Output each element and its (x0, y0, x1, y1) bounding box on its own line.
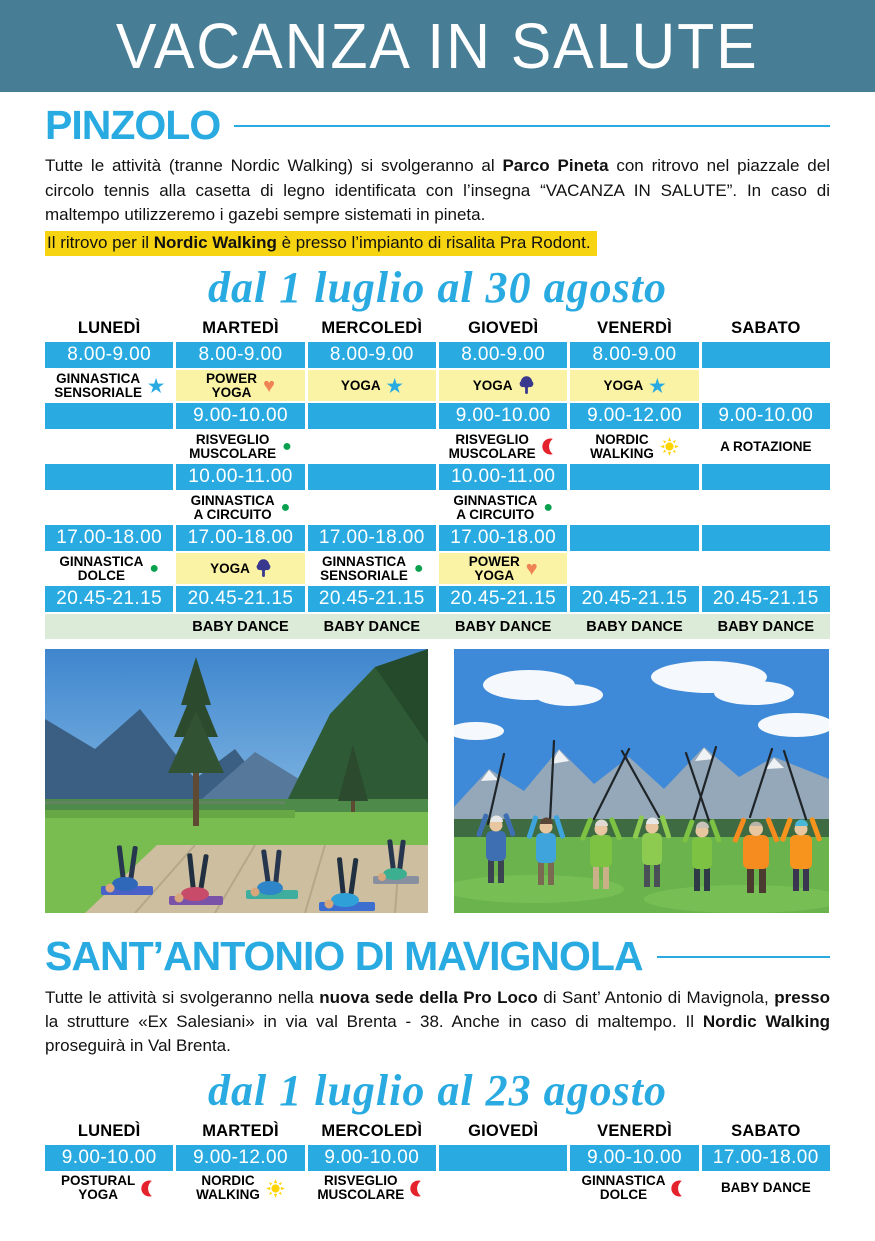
schedule-cell (176, 614, 304, 639)
mavignola-heading-row (45, 935, 830, 978)
bold-text: Parco Pineta (502, 156, 609, 176)
circle-icon: ● (280, 498, 291, 516)
cell-text: GINNASTICA A CIRCUITO (453, 492, 538, 522)
circle-icon: ● (413, 559, 424, 577)
bold-text: Nordic Walking (153, 233, 277, 253)
schedule-cell (570, 614, 698, 639)
schedule-cell (45, 370, 173, 401)
tree-icon (519, 376, 534, 395)
circle-icon: ● (282, 437, 292, 455)
schedule-cell (45, 1173, 173, 1204)
photo-nordic-walkers (454, 649, 829, 913)
schedule-cell (45, 464, 173, 490)
cell-text: POSTURAL YOGA (61, 1173, 136, 1203)
schedule-cell (308, 342, 436, 368)
bold-text: Nordic Walking (702, 1011, 830, 1031)
circle-icon: ● (543, 498, 553, 516)
day-header-row (45, 318, 830, 339)
cell-text: BABY DANCE (454, 618, 552, 635)
schedule-cell (570, 342, 698, 368)
cell-text: 17.00-18.00 (187, 527, 294, 549)
mavignola-intro (45, 986, 830, 1059)
schedule-cell (45, 586, 173, 612)
day-header: MARTEDÌ (202, 1121, 279, 1140)
schedule-cell (308, 464, 436, 490)
cell-text: RISVEGLIO MUSCOLARE (317, 1173, 405, 1203)
schedule-cell (176, 1145, 304, 1171)
circle-icon: ● (149, 559, 159, 577)
schedule-cell (702, 553, 830, 584)
schedule-row-footer (45, 614, 830, 639)
day-header: MARTEDÌ (202, 319, 279, 338)
cell-text: NORDIC WALKING (196, 1173, 260, 1203)
cell-text: YOGA (340, 377, 381, 393)
mavignola-title: SANT’ANTONIO DI MAVIGNOLA (45, 933, 643, 980)
schedule-cell (439, 1145, 567, 1171)
cell-text: 8.00-9.00 (198, 344, 283, 366)
cell-text: RISVEGLIO MUSCOLARE (189, 431, 277, 461)
day-header-row (45, 1121, 830, 1142)
schedule-cell (439, 370, 567, 401)
schedule-cell (176, 370, 304, 401)
text: di Sant’ Antonio di Mavignola, (537, 987, 775, 1007)
cell-text: NORDIC WALKING (590, 431, 654, 461)
schedule-cell (570, 403, 698, 429)
schedule-cell (439, 586, 567, 612)
cell-text: BABY DANCE (586, 618, 683, 635)
cell-text: 17.00-18.00 (712, 1146, 819, 1168)
bold-text: nuova sede della Pro Loco (319, 987, 538, 1007)
moon-icon (671, 1180, 687, 1197)
schedule-cell (45, 1145, 173, 1171)
cell-text: 20.45-21.15 (712, 588, 819, 610)
cell-text: 9.00-10.00 (193, 405, 288, 427)
schedule-cell (176, 403, 304, 429)
heart-icon: ♥ (525, 557, 538, 580)
day-header: VENERDÌ (597, 1121, 672, 1140)
schedule-cell (45, 403, 173, 429)
schedule-cell (570, 431, 698, 462)
schedule-cell (45, 431, 173, 462)
cell-text: BABY DANCE (323, 618, 421, 635)
schedule-cell (439, 525, 567, 551)
mavignola-period: dal 1 luglio al 23 agosto (208, 1065, 667, 1115)
schedule-cell (702, 403, 830, 429)
tree-icon (256, 559, 271, 578)
schedule-row-activity (45, 492, 830, 523)
schedule-cell (308, 403, 436, 429)
schedule-row-time (45, 464, 830, 490)
schedule-cell (45, 614, 173, 639)
schedule-row-time (45, 525, 830, 551)
schedule-cell (570, 370, 698, 401)
day-header: GIOVEDÌ (468, 319, 539, 338)
schedule-cell (308, 614, 436, 639)
cell-text: POWER YOGA (468, 553, 520, 583)
schedule-cell (308, 1145, 436, 1171)
day-header: SABATO (731, 1121, 801, 1140)
text: proseguirà in Val Brenta. (45, 1036, 231, 1056)
pinzolo-schedule-table (45, 318, 830, 639)
schedule-cell (176, 586, 304, 612)
cell-text: 20.45-21.15 (581, 588, 688, 610)
heading-rule (657, 956, 830, 958)
schedule-row-time (45, 403, 830, 429)
cell-text: 10.00-11.00 (188, 466, 293, 488)
text: la strutture «Ex Salesiani» in via val Brenta - 38. Anche in caso di maltempo. Il (45, 1011, 703, 1031)
star-icon: ★ (649, 375, 666, 396)
cell-text: YOGA (472, 377, 513, 393)
sun-icon (660, 437, 679, 456)
cell-text: GINNASTICA A CIRCUITO (190, 492, 275, 522)
sun-icon (266, 1179, 285, 1198)
cell-text: 17.00-18.00 (318, 527, 425, 549)
schedule-cell (439, 553, 567, 584)
schedule-cell (702, 370, 830, 401)
text: Tutte le attività (tranne Nordic Walking) si svolgeranno al (45, 156, 503, 176)
cell-text: RISVEGLIO MUSCOLARE (448, 431, 536, 461)
schedule-cell (308, 1173, 436, 1204)
schedule-cell (439, 1173, 567, 1204)
schedule-cell (45, 525, 173, 551)
cell-text: 9.00-12.00 (587, 405, 682, 427)
day-header: MERCOLEDÌ (321, 319, 423, 338)
schedule-cell (439, 342, 567, 368)
day-header: GIOVEDÌ (468, 1121, 539, 1140)
schedule-row-time (45, 342, 830, 368)
photos-row (45, 649, 830, 913)
schedule-cell (702, 1173, 830, 1204)
header-banner (0, 0, 875, 92)
cell-text: GINNASTICA SENSORIALE (320, 553, 408, 583)
schedule-cell (702, 614, 830, 639)
cell-text: 9.00-10.00 (61, 1146, 157, 1168)
cell-text: 20.45-21.15 (187, 588, 294, 610)
cell-text: 17.00-18.00 (450, 527, 557, 549)
cell-text: 9.00-10.00 (718, 405, 814, 427)
schedule-cell (439, 403, 567, 429)
schedule-cell (439, 464, 567, 490)
schedule-cell (570, 492, 698, 523)
schedule-row-time (45, 586, 830, 612)
poster-title: VACANZA IN SALUTE (116, 10, 759, 82)
pinzolo-title: PINZOLO (45, 102, 221, 148)
schedule-cell (702, 492, 830, 523)
schedule-cell (45, 492, 173, 523)
cell-text: YOGA (603, 377, 644, 393)
cell-text: 20.45-21.15 (56, 588, 163, 610)
heart-icon: ♥ (263, 374, 275, 397)
text: con ritrovo nel piazzale del circolo tennis alla casetta di legno identificata con l’insegna “VACANZA IN SALUTE”. In caso di maltempo utilizzeremo i gazebi sempre sistemati in pineta. (45, 156, 830, 224)
cell-text: BABY DANCE (192, 618, 289, 635)
cell-text: GINNASTICA SENSORIALE (54, 370, 142, 400)
schedule-cell (308, 553, 436, 584)
schedule-cell (176, 1173, 304, 1204)
cell-text: GINNASTICA DOLCE (581, 1173, 666, 1203)
schedule-cell (308, 492, 436, 523)
moon-icon (410, 1180, 426, 1197)
cell-text: YOGA (210, 560, 250, 576)
heading-rule (234, 125, 830, 127)
schedule-cell (308, 586, 436, 612)
cell-text: 9.00-10.00 (455, 405, 551, 427)
schedule-cell (570, 586, 698, 612)
text: Il ritrovo per il (47, 233, 154, 253)
schedule-cell (570, 525, 698, 551)
pinzolo-intro (45, 154, 830, 227)
schedule-cell (176, 492, 304, 523)
schedule-cell (570, 1173, 698, 1204)
cell-text: BABY DANCE (720, 1180, 811, 1196)
cell-text: 8.00-9.00 (329, 344, 414, 366)
cell-text: GINNASTICA DOLCE (59, 553, 144, 583)
cell-text: 9.00-10.00 (587, 1146, 682, 1168)
schedule-row-activity (45, 370, 830, 401)
content (0, 104, 875, 1204)
cell-text: 10.00-11.00 (450, 466, 556, 488)
schedule-cell (439, 431, 567, 462)
schedule-cell (702, 525, 830, 551)
schedule-row-activity (45, 431, 830, 462)
cell-text: 9.00-12.00 (193, 1146, 288, 1168)
schedule-cell (45, 553, 173, 584)
schedule-cell (308, 431, 436, 462)
moon-icon (141, 1180, 157, 1197)
pinzolo-heading-row (45, 104, 830, 147)
schedule-cell (308, 525, 436, 551)
mavignola-schedule-table (45, 1121, 830, 1204)
schedule-cell (702, 586, 830, 612)
nordic-walking-note (45, 231, 597, 256)
schedule-cell (570, 1145, 698, 1171)
cell-text: 8.00-9.00 (592, 344, 677, 366)
cell-text: 9.00-10.00 (324, 1146, 420, 1168)
schedule-cell (570, 464, 698, 490)
schedule-cell (176, 431, 304, 462)
day-header: LUNEDÌ (77, 319, 141, 338)
schedule-row-time (45, 1145, 830, 1171)
day-header: SABATO (731, 319, 801, 338)
schedule-cell (439, 492, 567, 523)
schedule-cell (176, 525, 304, 551)
day-header: LUNEDÌ (77, 1121, 141, 1140)
cell-text: BABY DANCE (717, 618, 815, 635)
schedule-cell (570, 553, 698, 584)
cell-text: 8.00-9.00 (461, 344, 546, 366)
schedule-cell (176, 342, 304, 368)
schedule-cell (702, 431, 830, 462)
day-header: VENERDÌ (597, 319, 672, 338)
schedule-cell (702, 464, 830, 490)
photo-yoga-park (45, 649, 428, 913)
schedule-cell (439, 614, 567, 639)
schedule-row-activity (45, 1173, 830, 1204)
day-header: MERCOLEDÌ (321, 1121, 423, 1140)
schedule-cell (702, 1145, 830, 1171)
bold-text: presso (774, 987, 830, 1007)
cell-text: 20.45-21.15 (318, 588, 425, 610)
schedule-cell (308, 370, 436, 401)
moon-icon (542, 438, 558, 455)
schedule-cell (702, 342, 830, 368)
cell-text: 17.00-18.00 (56, 527, 163, 549)
pinzolo-period: dal 1 luglio al 30 agosto (208, 263, 667, 313)
schedule-cell (176, 464, 304, 490)
cell-text: A ROTAZIONE (720, 438, 812, 454)
star-icon: ★ (386, 375, 403, 396)
cell-text: POWER YOGA (206, 370, 258, 400)
cell-text: 20.45-21.15 (450, 588, 557, 610)
schedule-cell (176, 553, 304, 584)
cell-text: 8.00-9.00 (67, 344, 152, 366)
schedule-cell (45, 342, 173, 368)
star-icon: ★ (147, 375, 165, 396)
text: è presso l’impianto di risalita Pra Rodont. (276, 233, 591, 253)
schedule-row-activity (45, 553, 830, 584)
text: Tutte le attività si svolgeranno nella (45, 987, 320, 1007)
